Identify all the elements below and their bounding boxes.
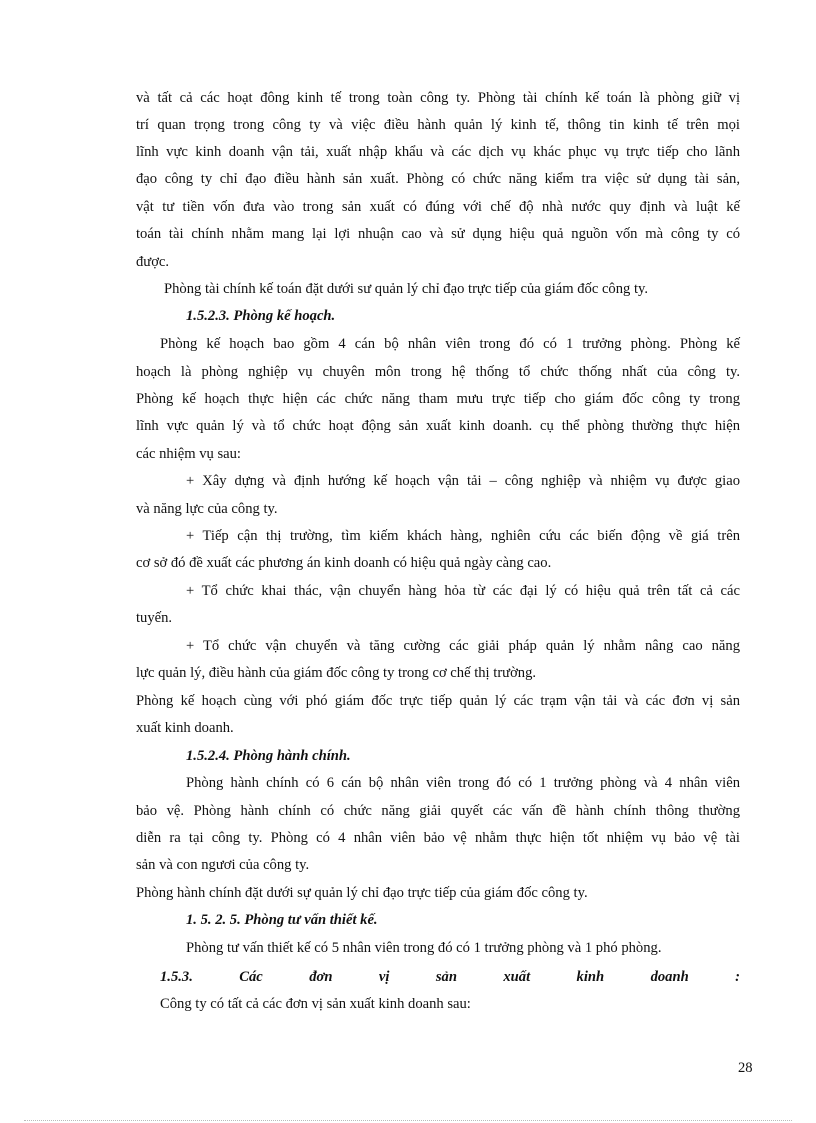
section-heading: 1.5.2.3. Phòng kế hoạch.	[186, 308, 336, 324]
heading-word: đơn	[309, 969, 333, 985]
text-line: lực quản lý, điều hành của giám đốc công ty trong cơ chế thị trường.	[136, 665, 537, 681]
text-line: Phòng kế hoạch cùng với phó giám đốc trực tiếp quản lý các trạm vận tải và các đơn vị sản	[136, 693, 740, 709]
text-line: Phòng tư vấn thiết kế có 5 nhân viên trong đó có 1 trưởng phòng và 1 phó phòng.	[186, 940, 662, 956]
text-line: Công ty có tất cả các đơn vị sản xuất kinh doanh sau:	[160, 996, 471, 1012]
text-line: lĩnh vực kinh doanh vận tải, xuất nhập khẩu và các dịch vụ khác phục vụ trực tiếp cho lãnh	[136, 144, 740, 160]
heading-word: sản	[435, 969, 457, 985]
text-line: và tất cả các hoạt đông kinh tế trong toàn công ty. Phòng tài chính kế toán là phòng giữ vị	[136, 90, 740, 106]
text-line: vật tư tiền vốn đưa vào trong sản xuất có đúng với chế độ nhà nước quy định và luật kế	[136, 199, 740, 215]
text-line: và năng lực của công ty.	[136, 501, 278, 517]
text-line: Phòng hành chính có 6 cán bộ nhân viên trong đó có 1 trưởng phòng và 4 nhân viên	[186, 775, 740, 791]
text-line: toán tài chính nhằm mang lại lợi nhuận cao và sử dụng hiệu quả nguồn vốn mà công ty có	[136, 226, 740, 242]
text-line: bảo vệ. Phòng hành chính có chức năng giải quyết các vấn đề hành chính thông thường	[136, 803, 740, 819]
text-line: các nhiệm vụ sau:	[136, 446, 241, 462]
text-line: diễn ra tại công ty. Phòng có 4 nhân viên bảo vệ nhằm thực hiện tốt nhiệm vụ bảo vệ tài	[136, 830, 740, 846]
text-line: Phòng tài chính kế toán đặt dưới sư quản lý chỉ đạo trực tiếp của giám đốc công ty.	[164, 281, 649, 297]
text-line: + Tổ chức vận chuyển và tăng cường các giải pháp quản lý nhằm nâng cao năng	[186, 638, 740, 654]
page-number: 28	[738, 1060, 753, 1076]
text-line: tuyến.	[136, 610, 173, 626]
section-heading: 1.5.2.4. Phòng hành chính.	[186, 748, 351, 764]
text-line: đạo công ty chỉ đạo điều hành sản xuất. Phòng có chức năng kiểm tra việc sử dụng tài sản,	[136, 171, 740, 187]
text-line: Phòng hành chính đặt dưới sự quản lý chỉ đạo trực tiếp của giám đốc công ty.	[136, 885, 588, 901]
text-line: + Tổ chức khai thác, vận chuyển hàng hỏa từ các đại lý có hiệu quả trên tất cả các	[186, 583, 740, 599]
text-line: Phòng kế hoạch thực hiện các chức năng tham mưu trực tiếp cho giám đốc công ty trong	[136, 391, 740, 407]
text-line: hoạch là phòng nghiệp vụ chuyên môn trong hệ thống tổ chức thống nhất của công ty.	[136, 364, 740, 380]
text-line: + Tiếp cận thị trường, tìm kiếm khách hàng, nghiên cứu các biến động về giá trên	[186, 528, 740, 544]
heading-word: vị	[378, 969, 390, 985]
heading-word: xuất	[503, 969, 531, 985]
section-heading-1-5-3	[160, 967, 740, 987]
section-heading: 1. 5. 2. 5. Phòng tư vấn thiết kế.	[186, 912, 378, 928]
text-line: Phòng kế hoạch bao gồm 4 cán bộ nhân viên trong đó có 1 trưởng phòng. Phòng kế	[160, 336, 740, 352]
text-line: sản và con ngươi của công ty.	[136, 857, 310, 873]
heading-word: doanh	[650, 969, 689, 985]
text-line: được.	[136, 254, 170, 270]
heading-word: Các	[239, 969, 263, 985]
text-line: cơ sở đó đề xuất các phương án kinh doanh có hiệu quả ngày càng cao.	[136, 555, 552, 571]
heading-word: 1.5.3.	[160, 969, 193, 985]
text-line: lĩnh vực quản lý và tổ chức hoạt động sản xuất kinh doanh. cụ thể phòng thường thực hiện	[136, 418, 740, 434]
heading-word: :	[735, 969, 740, 985]
text-line: trí quan trọng trong công ty và việc điều hành quản lý kinh tế, thông tin kinh tế trên mọi	[136, 117, 740, 133]
page-bottom-border	[24, 1120, 792, 1121]
text-line: + Xây dựng và định hướng kế hoạch vận tải – công nghiệp và nhiệm vụ được giao	[186, 473, 740, 489]
text-line: xuất kinh doanh.	[136, 720, 234, 736]
heading-word: kinh	[576, 969, 605, 985]
